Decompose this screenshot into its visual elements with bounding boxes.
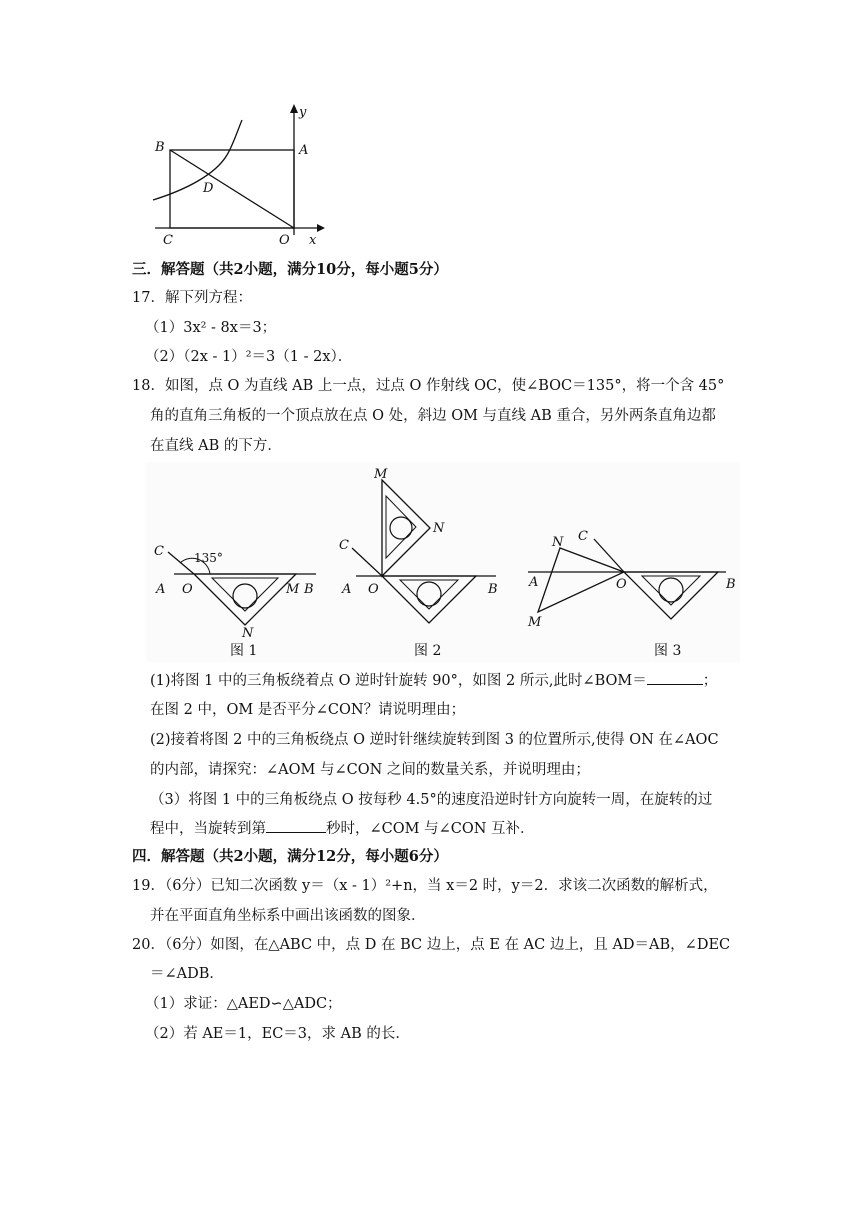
q20-part2: （2）若 AE＝1，EC＝3，求 AB 的长． <box>145 1026 410 1042</box>
q19-line1: 19．（6分）已知二次函数 y＝（x ‑ 1）²+n，当 x＝2 时，y＝2．求该二次函数的解析式， <box>132 878 718 894</box>
q18-part1-answer-blank[interactable] <box>647 670 703 685</box>
q18-part2-line2: 的内部，请探究：∠AOM 与∠CON 之间的数量关系，并说明理由； <box>150 762 590 778</box>
q18-part3-text-a: 程中，当旋转到第 <box>150 821 266 837</box>
q19-line2: 并在平面直角坐标系中画出该函数的图象． <box>150 908 426 924</box>
fig2-label-O: O <box>368 582 379 597</box>
q18-part3-answer-blank[interactable] <box>266 818 326 833</box>
q18-part2-line1: (2)接着将图 2 中的三角板绕点 O 逆时针继续旋转到图 3 的位置所示,使得 ON 在∠AOC <box>150 732 719 748</box>
q18-part1-line2: 在图 2 中，OM 是否平分∠CON？请说明理由； <box>150 702 466 718</box>
fig3-label-B: B <box>726 577 736 592</box>
q18-part1-text-a: (1)将图 1 中的三角板绕着点 O 逆时针旋转 90°，如图 2 所示,此时∠BOM＝ <box>150 673 647 689</box>
q17-part2: （2）（2x ‑ 1）²＝3（1 ‑ 2x）． <box>145 349 353 365</box>
fig2-label-N: N <box>433 521 445 536</box>
q18-part1-line1 <box>150 670 717 691</box>
q17-part1: （1）3x² ‑ 8x＝3； <box>145 320 277 336</box>
q18-part3-line2 <box>150 818 535 839</box>
fig1-label-N: N <box>242 626 254 641</box>
q18-line2: 角的直角三角板的一个顶点放在点 O 处，斜边 OM 与直线 AB 重合，另外两条直角边都 <box>150 408 716 424</box>
q18-line3: 在直线 AB 的下方． <box>150 438 282 454</box>
diagonal-bo <box>170 150 294 228</box>
fig1-label-B: B <box>304 582 314 597</box>
y-axis-arrow <box>290 104 298 113</box>
label-x: x <box>309 233 317 248</box>
fig3-label-M: M <box>528 615 542 630</box>
section3-heading: 三．解答题（共2小题，满分10分，每小题5分） <box>132 261 448 278</box>
q20-line1: 20．（6分）如图，在△ABC 中，点 D 在 BC 边上，点 E 在 AC 边上，且 AD＝AB，∠DEC <box>132 937 731 953</box>
fig3-label-A: A <box>529 575 539 590</box>
fig2-caption: 图 2 <box>414 643 442 659</box>
q18-part3-text-b: 秒时，∠COM 与∠CON 互补． <box>326 821 535 837</box>
section4-heading: 四．解答题（共2小题，满分12分，每小题6分） <box>132 848 448 865</box>
fig1-label-M: M <box>286 582 300 597</box>
fig2-label-A: A <box>342 582 352 597</box>
fig1-label-A: A <box>156 582 166 597</box>
q20-part1: （1）求证：△AED∽△ADC； <box>145 996 342 1012</box>
hyperbola-curve <box>153 120 242 200</box>
fig1-angle-label: 135° <box>194 551 223 565</box>
x-axis-arrow <box>317 224 325 232</box>
q18-part3-line1: （3）将图 1 中的三角板绕点 O 按每秒 4.5°的速度沿逆时针方向旋转一周，在旋转的过 <box>150 792 713 808</box>
q20-line2: ＝∠ADB． <box>150 966 224 982</box>
q18-line1: 18．如图，点 O 为直线 AB 上一点，过点 O 作射线 OC，使∠BOC＝135°，将一个含 45° <box>132 378 725 394</box>
label-C: C <box>163 233 173 248</box>
fig2-label-M: M <box>374 467 388 482</box>
fig3-label-C: C <box>578 529 588 544</box>
fig1-label-C: C <box>154 544 164 559</box>
label-D: D <box>203 181 214 196</box>
fig3-label-N: N <box>552 535 564 550</box>
label-B: B <box>155 140 165 155</box>
fig2-label-C: C <box>339 538 349 553</box>
fig2-label-B: B <box>488 582 498 597</box>
top-figure <box>145 100 335 250</box>
label-A: A <box>299 143 309 158</box>
fig3-label-O: O <box>616 577 627 592</box>
fig3-caption: 图 3 <box>654 643 682 659</box>
fig1-caption: 图 1 <box>230 643 258 659</box>
label-y: y <box>299 105 307 120</box>
fig1-label-O: O <box>182 582 193 597</box>
label-O: O <box>279 233 290 248</box>
q18-part1-text-b: ； <box>702 673 718 689</box>
q18-figure <box>146 462 740 662</box>
q17-stem: 17．解下列方程： <box>132 290 252 306</box>
